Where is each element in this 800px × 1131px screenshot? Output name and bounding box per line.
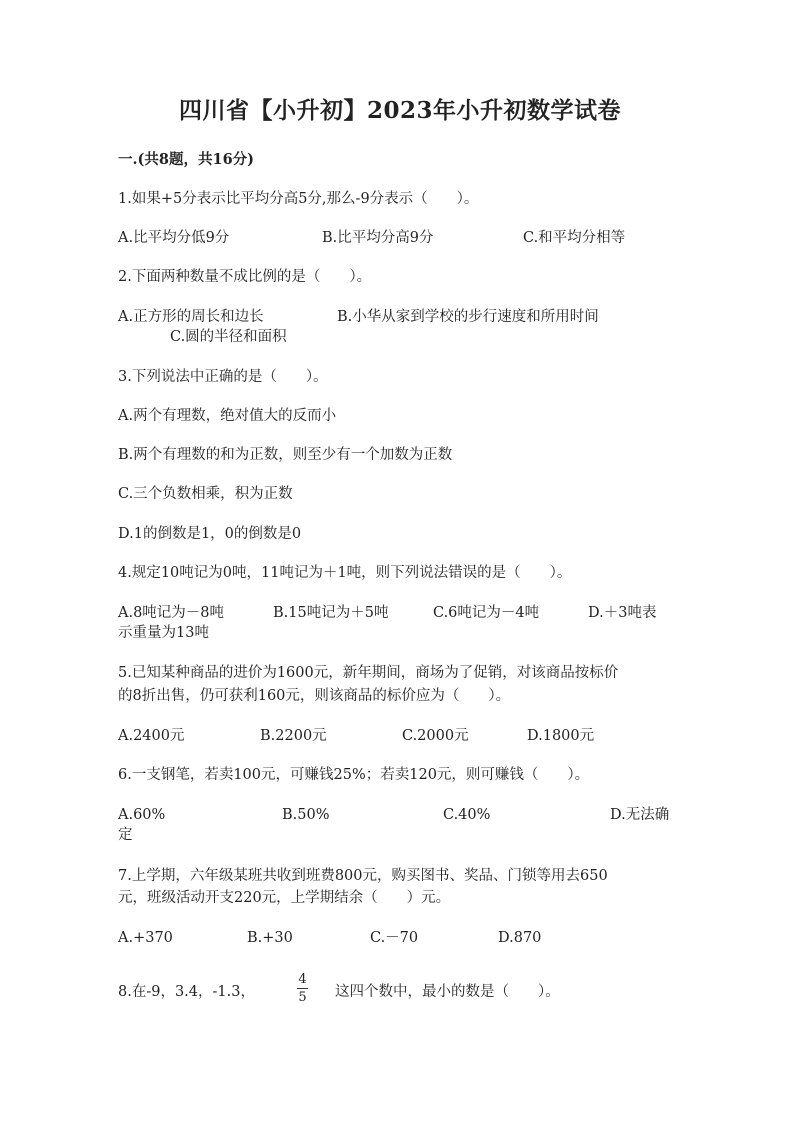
- q3-option-a: A.两个有理数，绝对值大的反而小: [118, 408, 337, 424]
- q6-option-d: D.无法确: [610, 807, 670, 823]
- question-8-stem-prefix: 8.在-9，3.4，-1.3，: [118, 984, 255, 1000]
- q7-option-b: B.+30: [247, 930, 293, 946]
- q7-option-d: D.870: [498, 930, 542, 946]
- q7-option-c: C.－70: [370, 930, 419, 946]
- q5-option-b: B.2200元: [260, 728, 327, 744]
- q2-option-a: A.正方形的周长和边长: [118, 309, 264, 325]
- q1-option-c: C.和平均分相等: [523, 230, 626, 246]
- q4-option-a: A.8吨记为－8吨: [118, 605, 225, 621]
- q1-option-a: A.比平均分低9分: [118, 230, 230, 246]
- fraction-four-fifths: [297, 972, 308, 1005]
- question-4-stem: 4.规定10吨记为0吨，11吨记为＋1吨，则下列说法错误的是（ ）。: [118, 565, 572, 581]
- q5-option-a: A.2400元: [118, 728, 185, 744]
- q2-option-c: C.圆的半径和面积: [170, 329, 287, 345]
- fraction-numerator: 4: [298, 972, 307, 987]
- question-7-stem-line2: 元，班级活动开支220元，上学期结余（ ）元。: [118, 890, 451, 906]
- q5-option-c: C.2000元: [402, 728, 469, 744]
- q2-option-b: B.小华从家到学校的步行速度和所用时间: [337, 309, 599, 325]
- q4-option-d-continued: 示重量为13吨: [118, 625, 209, 641]
- q5-option-d: D.1800元: [527, 728, 595, 744]
- q7-option-a: A.+370: [118, 930, 173, 946]
- q3-option-c: C.三个负数相乘，积为正数: [118, 486, 293, 502]
- question-5-stem-line1: 5.已知某种商品的进价为1600元，新年期间，商场为了促销，对该商品按标价: [118, 665, 619, 681]
- q6-option-a: A.60%: [118, 807, 166, 823]
- question-7-stem-line1: 7.上学期，六年级某班共收到班费800元，购买图书、奖品、门锁等用去650: [118, 868, 608, 884]
- q1-option-b: B.比平均分高9分: [322, 230, 434, 246]
- q4-option-c: C.6吨记为－4吨: [433, 605, 540, 621]
- q6-option-d-continued: 定: [118, 827, 133, 843]
- question-8-stem-suffix: 这四个数中，最小的数是（ ）。: [335, 984, 560, 1000]
- q3-option-d: D.1的倒数是1，0的倒数是0: [118, 526, 302, 542]
- page-title: 四川省【小升初】2023年小升初数学试卷: [178, 97, 621, 124]
- question-2-stem: 2.下面两种数量不成比例的是（ ）。: [118, 269, 372, 285]
- q6-option-b: B.50%: [282, 807, 330, 823]
- q4-option-b: B.15吨记为＋5吨: [273, 605, 389, 621]
- question-3-stem: 3.下列说法中正确的是（ ）。: [118, 369, 328, 385]
- q6-option-c: C.40%: [443, 807, 491, 823]
- q3-option-b: B.两个有理数的和为正数，则至少有一个加数为正数: [118, 447, 453, 463]
- fraction-denominator: 5: [298, 990, 307, 1005]
- fraction-bar: [297, 988, 308, 989]
- question-1-stem: 1.如果+5分表示比平均分高5分,那么-9分表示（ ）。: [118, 191, 479, 207]
- q4-option-d: D.＋3吨表: [588, 605, 657, 621]
- question-5-stem-line2: 的8折出售，仍可获利160元，则该商品的标价应为（ ）。: [118, 688, 511, 704]
- section-heading: 一.(共8题，共16分): [118, 151, 255, 168]
- question-6-stem: 6.一支钢笔，若卖100元，可赚钱25%；若卖120元，则可赚钱（ ）。: [118, 767, 590, 783]
